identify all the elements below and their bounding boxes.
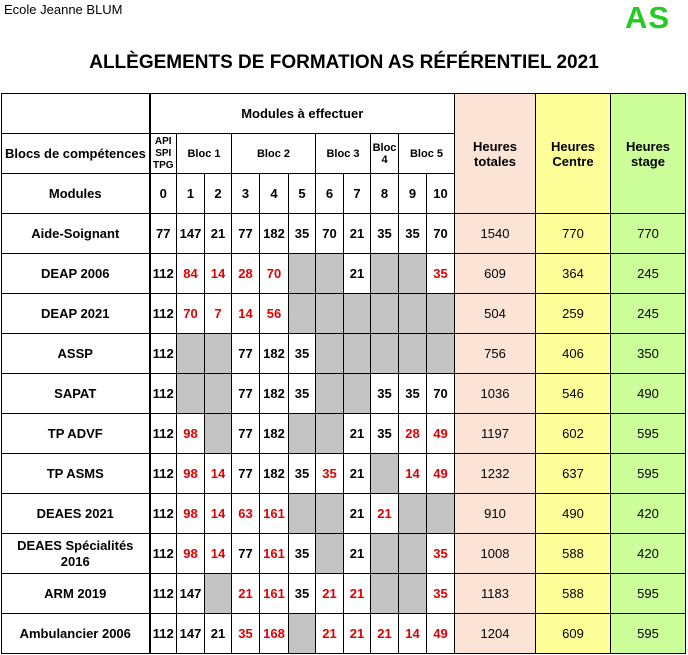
- module-hours-cell: 35: [289, 334, 316, 374]
- module-number-header: 2: [205, 174, 232, 214]
- heures-stage-line1: Heures: [625, 138, 671, 154]
- heures-centre-cell: 609: [536, 614, 611, 654]
- heures-totales-cell: 1036: [455, 374, 536, 414]
- formation-name-line2: 2016: [60, 553, 90, 569]
- heures-stage-cell: 595: [611, 414, 686, 454]
- reduced-hours-cell: 28: [399, 414, 427, 454]
- bloc4-line1: Bloc: [372, 141, 397, 154]
- module-hours-cell: 112: [150, 254, 177, 294]
- exempt-cell: [289, 414, 316, 454]
- module-hours-cell: 35: [289, 534, 316, 574]
- heures-totales-cell: 756: [455, 334, 536, 374]
- exempt-cell: [316, 414, 344, 454]
- reduced-hours-cell: 161: [260, 494, 289, 534]
- exempt-cell: [344, 374, 371, 414]
- exempt-cell: [289, 494, 316, 534]
- exempt-cell: [316, 334, 344, 374]
- module-hours-cell: 21: [344, 494, 371, 534]
- heures-stage-cell: 350: [611, 334, 686, 374]
- module-hours-cell: 21: [344, 414, 371, 454]
- module-hours-cell: 35: [399, 214, 427, 254]
- reduced-hours-cell: 161: [260, 574, 289, 614]
- heures-totales-line2: totales: [474, 153, 516, 169]
- reduced-hours-cell: 49: [427, 614, 455, 654]
- api-spi-tpg-header: [150, 134, 177, 174]
- formation-name: Ambulancier 2006: [2, 614, 150, 654]
- table-row: [2, 214, 686, 254]
- reduced-hours-cell: 35: [427, 254, 455, 294]
- module-hours-cell: 112: [150, 334, 177, 374]
- exempt-cell: [344, 294, 371, 334]
- module-hours-cell: 77: [232, 454, 260, 494]
- exempt-cell: [344, 334, 371, 374]
- module-hours-cell: 112: [150, 494, 177, 534]
- page-title: ALLÈGEMENTS DE FORMATION AS RÉFÉRENTIEL 2021: [89, 52, 599, 73]
- module-hours-cell: 70: [316, 214, 344, 254]
- formation-name: ASSP: [2, 334, 150, 374]
- module-hours-cell: 182: [260, 374, 289, 414]
- exempt-cell: [316, 254, 344, 294]
- exempt-cell: [399, 294, 427, 334]
- school-name: Ecole Jeanne BLUM: [4, 2, 123, 17]
- reduced-hours-cell: 14: [205, 534, 232, 574]
- exempt-cell: [371, 294, 399, 334]
- exempt-cell: [371, 574, 399, 614]
- module-hours-cell: 147: [177, 214, 205, 254]
- heures-stage-line2: stage: [631, 153, 665, 169]
- reduced-hours-cell: 21: [344, 574, 371, 614]
- exempt-cell: [399, 534, 427, 574]
- module-hours-cell: 77: [232, 374, 260, 414]
- formation-name: TP ASMS: [2, 454, 150, 494]
- formation-name: SAPAT: [2, 374, 150, 414]
- module-hours-cell: 77: [232, 214, 260, 254]
- exempt-cell: [177, 374, 205, 414]
- heures-centre-cell: 546: [536, 374, 611, 414]
- reduced-hours-cell: 161: [260, 534, 289, 574]
- formation-name: DEAP 2006: [2, 254, 150, 294]
- module-number-header: 7: [344, 174, 371, 214]
- exempt-cell: [205, 574, 232, 614]
- module-hours-cell: 77: [232, 414, 260, 454]
- reduced-hours-cell: 84: [177, 254, 205, 294]
- bloc4-header: [371, 134, 399, 174]
- exempt-cell: [316, 374, 344, 414]
- exempt-cell: [399, 334, 427, 374]
- reduced-hours-cell: 63: [232, 494, 260, 534]
- heures-centre-cell: 770: [536, 214, 611, 254]
- heures-totales-cell: 609: [455, 254, 536, 294]
- heures-centre-cell: 637: [536, 454, 611, 494]
- exempt-cell: [371, 534, 399, 574]
- heures-stage-cell: 595: [611, 574, 686, 614]
- bloc3-header: Bloc 3: [316, 134, 371, 174]
- table-row: [2, 414, 686, 454]
- allegements-table: [1, 93, 686, 654]
- exempt-cell: [316, 294, 344, 334]
- module-hours-cell: 182: [260, 454, 289, 494]
- module-hours-cell: 112: [150, 614, 177, 654]
- heures-totales-header: [455, 94, 536, 214]
- heures-centre-line2: Centre: [552, 153, 594, 169]
- exempt-cell: [399, 494, 427, 534]
- formation-name-line1: DEAES Spécialités: [17, 537, 134, 553]
- module-hours-cell: 21: [344, 254, 371, 294]
- exempt-cell: [427, 294, 455, 334]
- heures-totales-cell: 504: [455, 294, 536, 334]
- bloc4-line2: 4: [381, 153, 388, 166]
- api-label: API: [154, 135, 172, 147]
- module-number-header: 4: [260, 174, 289, 214]
- modules-label: Modules: [2, 174, 150, 214]
- reduced-hours-cell: 21: [371, 494, 399, 534]
- module-number-header: 8: [371, 174, 399, 214]
- heures-centre-cell: 588: [536, 534, 611, 574]
- module-hours-cell: 147: [177, 614, 205, 654]
- reduced-hours-cell: 35: [232, 614, 260, 654]
- module-hours-cell: 35: [371, 214, 399, 254]
- reduced-hours-cell: 14: [232, 294, 260, 334]
- heures-stage-cell: 420: [611, 534, 686, 574]
- bloc5-header: Bloc 5: [399, 134, 455, 174]
- heures-totales-cell: 1232: [455, 454, 536, 494]
- module-hours-cell: 21: [344, 214, 371, 254]
- heures-stage-cell: 595: [611, 454, 686, 494]
- reduced-hours-cell: 21: [371, 614, 399, 654]
- module-hours-cell: 77: [232, 334, 260, 374]
- heures-centre-cell: 259: [536, 294, 611, 334]
- exempt-cell: [399, 254, 427, 294]
- module-hours-cell: 182: [260, 214, 289, 254]
- table-row: [2, 454, 686, 494]
- table-row: [2, 374, 686, 414]
- module-hours-cell: 21: [205, 214, 232, 254]
- reduced-hours-cell: 14: [399, 454, 427, 494]
- module-number-header: 5: [289, 174, 316, 214]
- exempt-cell: [289, 254, 316, 294]
- heures-centre-cell: 406: [536, 334, 611, 374]
- table-row: [2, 534, 686, 574]
- module-hours-cell: 21: [344, 454, 371, 494]
- bloc1-header: Bloc 1: [177, 134, 232, 174]
- table-row: [2, 254, 686, 294]
- exempt-cell: [371, 334, 399, 374]
- formation-name: Aide-Soignant: [2, 214, 150, 254]
- reduced-hours-cell: 21: [316, 574, 344, 614]
- exempt-cell: [399, 574, 427, 614]
- table-row: [2, 294, 686, 334]
- exempt-cell: [371, 254, 399, 294]
- modules-a-effectuer-header: Modules à effectuer: [150, 94, 455, 134]
- reduced-hours-cell: 35: [316, 454, 344, 494]
- exempt-cell: [316, 534, 344, 574]
- exempt-cell: [205, 414, 232, 454]
- module-number-header: 1: [177, 174, 205, 214]
- formation-name: ARM 2019: [2, 574, 150, 614]
- heures-totales-cell: 1183: [455, 574, 536, 614]
- heures-stage-cell: 490: [611, 374, 686, 414]
- module-hours-cell: 35: [371, 414, 399, 454]
- reduced-hours-cell: 14: [399, 614, 427, 654]
- reduced-hours-cell: 35: [427, 574, 455, 614]
- module-hours-cell: 77: [150, 214, 177, 254]
- heures-centre-cell: 364: [536, 254, 611, 294]
- heures-centre-cell: 588: [536, 574, 611, 614]
- heures-totales-cell: 910: [455, 494, 536, 534]
- reduced-hours-cell: 21: [232, 574, 260, 614]
- blank-corner-cell: [2, 94, 150, 134]
- blocs-competences-label: Blocs de compétences: [2, 134, 150, 174]
- reduced-hours-cell: 49: [427, 454, 455, 494]
- module-hours-cell: 112: [150, 454, 177, 494]
- heures-centre-header: [536, 94, 611, 214]
- module-hours-cell: 21: [205, 614, 232, 654]
- heures-totales-cell: 1008: [455, 534, 536, 574]
- reduced-hours-cell: 21: [316, 614, 344, 654]
- exempt-cell: [177, 334, 205, 374]
- module-hours-cell: 21: [344, 534, 371, 574]
- reduced-hours-cell: 21: [344, 614, 371, 654]
- exempt-cell: [289, 294, 316, 334]
- table-row: [2, 614, 686, 654]
- reduced-hours-cell: 98: [177, 414, 205, 454]
- reduced-hours-cell: 168: [260, 614, 289, 654]
- reduced-hours-cell: 98: [177, 454, 205, 494]
- module-hours-cell: 182: [260, 334, 289, 374]
- module-hours-cell: 147: [177, 574, 205, 614]
- table-row: [2, 494, 686, 534]
- exempt-cell: [289, 614, 316, 654]
- reduced-hours-cell: 56: [260, 294, 289, 334]
- module-hours-cell: 35: [289, 214, 316, 254]
- reduced-hours-cell: 70: [260, 254, 289, 294]
- exempt-cell: [427, 494, 455, 534]
- module-hours-cell: 35: [289, 374, 316, 414]
- tpg-label: TPG: [152, 159, 174, 171]
- as-logo: AS: [625, 0, 671, 35]
- heures-stage-cell: 595: [611, 614, 686, 654]
- reduced-hours-cell: 98: [177, 534, 205, 574]
- reduced-hours-cell: 14: [205, 254, 232, 294]
- formation-name: DEAES 2021: [2, 494, 150, 534]
- heures-centre-cell: 602: [536, 414, 611, 454]
- heures-totales-cell: 1204: [455, 614, 536, 654]
- exempt-cell: [205, 374, 232, 414]
- module-number-header: 3: [232, 174, 260, 214]
- heures-stage-header: [611, 94, 686, 214]
- module-number-header: 6: [316, 174, 344, 214]
- module-hours-cell: 77: [232, 534, 260, 574]
- module-number-header: 0: [150, 174, 177, 214]
- formation-name: DEAP 2021: [2, 294, 150, 334]
- heures-totales-cell: 1197: [455, 414, 536, 454]
- module-hours-cell: 112: [150, 574, 177, 614]
- module-hours-cell: 70: [427, 214, 455, 254]
- module-hours-cell: 112: [150, 374, 177, 414]
- heures-totales-cell: 1540: [455, 214, 536, 254]
- table-row: [2, 334, 686, 374]
- module-hours-cell: 35: [289, 454, 316, 494]
- exempt-cell: [205, 334, 232, 374]
- exempt-cell: [371, 454, 399, 494]
- spi-label: SPI: [155, 147, 172, 159]
- reduced-hours-cell: 35: [427, 534, 455, 574]
- bloc2-header: Bloc 2: [232, 134, 316, 174]
- module-hours-cell: 35: [399, 374, 427, 414]
- module-hours-cell: 182: [260, 414, 289, 454]
- heures-stage-cell: 420: [611, 494, 686, 534]
- heures-stage-cell: 245: [611, 254, 686, 294]
- reduced-hours-cell: 14: [205, 454, 232, 494]
- heures-stage-cell: 245: [611, 294, 686, 334]
- module-hours-cell: 112: [150, 414, 177, 454]
- heures-centre-line1: Heures: [550, 138, 596, 154]
- reduced-hours-cell: 7: [205, 294, 232, 334]
- reduced-hours-cell: 14: [205, 494, 232, 534]
- exempt-cell: [427, 334, 455, 374]
- module-number-header: 9: [399, 174, 427, 214]
- formation-name: TP ADVF: [2, 414, 150, 454]
- formation-name: [2, 534, 150, 574]
- reduced-hours-cell: 28: [232, 254, 260, 294]
- reduced-hours-cell: 98: [177, 494, 205, 534]
- heures-stage-cell: 770: [611, 214, 686, 254]
- module-hours-cell: 112: [150, 294, 177, 334]
- exempt-cell: [316, 494, 344, 534]
- module-hours-cell: 70: [427, 374, 455, 414]
- module-hours-cell: 35: [371, 374, 399, 414]
- module-number-header: 10: [427, 174, 455, 214]
- module-hours-cell: 112: [150, 534, 177, 574]
- reduced-hours-cell: 70: [177, 294, 205, 334]
- table-row: [2, 574, 686, 614]
- heures-centre-cell: 490: [536, 494, 611, 534]
- reduced-hours-cell: 49: [427, 414, 455, 454]
- module-hours-cell: 35: [289, 574, 316, 614]
- heures-totales-line1: Heures: [472, 138, 518, 154]
